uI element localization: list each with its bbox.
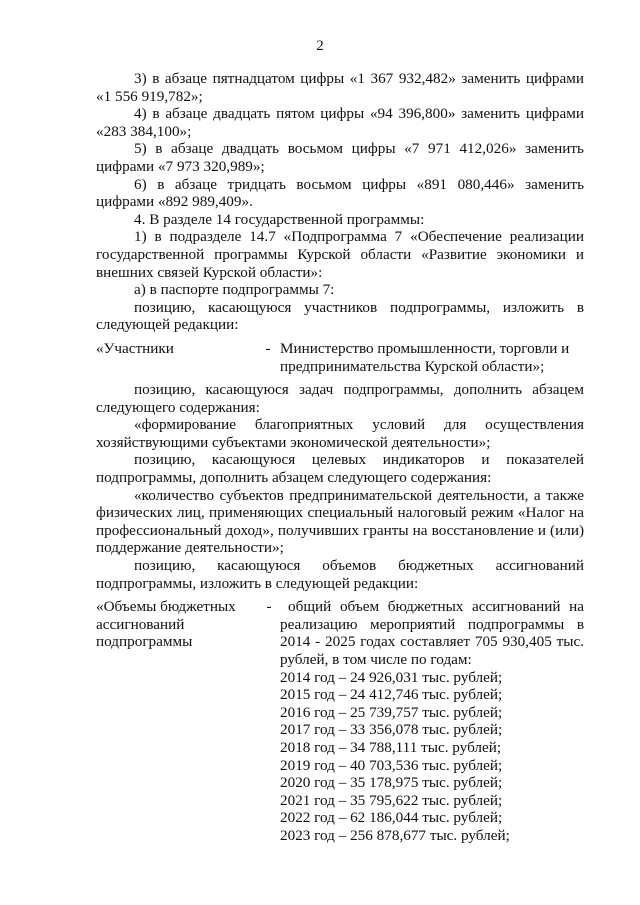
section-heading: 4. В разделе 14 государственной программы: [134, 210, 425, 228]
participants-row [96, 340, 584, 375]
budget-label: «Объемы бюджетных ассигнований подпрограммы [96, 598, 236, 651]
paragraph: 3) в абзаце пятнадцатом цифры «1 367 932,482» заменить цифрами «1 556 919,782»; [96, 70, 584, 105]
paragraph: а) в паспорте подпрограммы 7: [134, 281, 335, 299]
budget-year: 2021 год – 35 795,622 тыс. рублей; [280, 791, 503, 809]
document-body [96, 70, 584, 845]
budget-intro: общий объем бюджетных ассигнований на реализацию мероприятий подпрограммы в 2014 - 2025 годах составляет 705 930,405 тыс. рублей, в том числе по годам: [280, 598, 584, 668]
budget-value [280, 598, 584, 844]
paragraph: позицию, касающуюся задач подпрограммы, дополнить абзацем следующего содержания: [96, 381, 584, 416]
paragraph: 4) в абзаце двадцать пятом цифры «94 396,800» заменить цифрами «283 384,100»; [96, 105, 584, 140]
budget-year: 2017 год – 33 356,078 тыс. рублей; [280, 721, 503, 739]
paragraph: 6) в абзаце тридцать восьмом цифры «891 080,446» заменить цифрами «892 989,409». [96, 175, 584, 211]
paragraph: «формирование благоприятных условий для осуществления хозяйствующими субъектами экономической деятельности»; [96, 416, 584, 451]
paragraph: позицию, касающуюся объемов бюджетных ассигнований подпрограммы, изложить в следующей редакции: [96, 557, 584, 592]
paragraph: позицию, касающуюся участников подпрограммы, изложить в следующей редакции: [96, 298, 584, 334]
paragraph: позицию, касающуюся целевых индикаторов и показателей подпрограммы, дополнить абзацем следующего содержания: [96, 451, 584, 487]
budget-year: 2019 год – 40 703,536 тыс. рублей; [280, 756, 503, 774]
page-number: 2 [316, 38, 324, 54]
paragraph: 5) в абзаце двадцать восьмом цифры «7 971 412,026» заменить цифрами «7 973 320,989»; [96, 140, 584, 175]
budget-year: 2022 год – 62 186,044 тыс. рублей; [280, 809, 503, 827]
paragraph: «количество субъектов предпринимательской деятельности, а также физических лиц, применяющих специальный налоговый режим «Налог на профессиональный доход», получивших гранты на восстановление и (или) поддержание деятельности»; [96, 486, 584, 557]
budget-year: 2020 год – 35 178,975 тыс. рублей; [280, 774, 503, 792]
budget-year: 2018 год – 34 788,111 тыс. рублей; [280, 738, 502, 756]
participants-value: Министерство промышленности, торговли и предпринимательства Курской области»; [280, 339, 570, 375]
budget-year: 2015 год – 24 412,746 тыс. рублей; [280, 686, 503, 704]
participants-dash: - [265, 339, 271, 357]
budget-year: 2014 год – 24 926,031 тыс. рублей; [280, 668, 503, 686]
budget-row [96, 598, 584, 844]
budget-year: 2016 год – 25 739,757 тыс. рублей; [280, 703, 503, 721]
paragraph: 1) в подразделе 14.7 «Подпрограмма 7 «Обеспечение реализации государственной программы Курской области «Развитие экономики и внешних связей Курской области»: [96, 228, 584, 281]
budget-year: 2023 год – 256 878,677 тыс. рублей; [280, 826, 510, 844]
budget-dash: - [266, 598, 272, 616]
participants-label: «Участники [96, 339, 174, 357]
